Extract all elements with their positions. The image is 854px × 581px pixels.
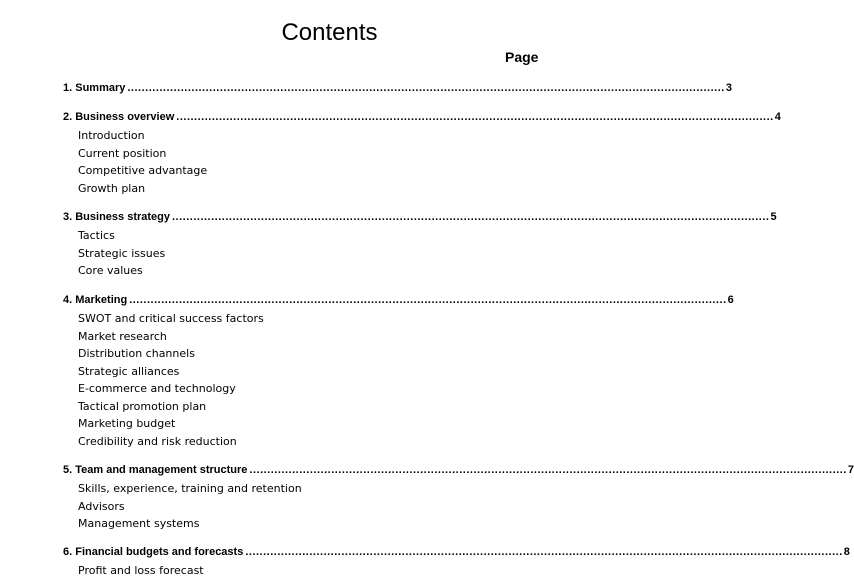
toc-subitem[interactable]: Management systems [78, 517, 200, 530]
dot-leader: ........................................................................................................................................................................ [127, 82, 725, 94]
toc-subitem[interactable]: Strategic issues [78, 246, 166, 260]
toc-subitem[interactable]: E-commerce and technology [78, 382, 236, 395]
toc-page-number: 7 [847, 464, 854, 476]
toc-subitem[interactable]: Distribution channels [78, 347, 195, 360]
toc-subitem[interactable]: Competitive advantage [78, 164, 208, 177]
page-title: Contents [281, 19, 378, 46]
toc-heading-label: 2. Business overview [63, 111, 175, 123]
toc-section-team-management [63, 461, 854, 533]
toc-subitem[interactable]: Marketing budget [78, 417, 176, 430]
toc-subitem[interactable]: Tactics [78, 229, 115, 242]
toc-heading-label: 4. Marketing [63, 294, 128, 306]
toc-page-number: 6 [727, 294, 734, 306]
toc-subitem[interactable]: Strategic alliances [78, 364, 180, 378]
toc-subitem[interactable]: Introduction [78, 129, 145, 142]
toc-section-summary [63, 79, 732, 97]
dot-leader: ........................................................................................................................................................................ [176, 111, 774, 123]
toc-subitem[interactable]: Advisors [78, 499, 125, 513]
toc-heading-label: 1. Summary [63, 82, 126, 94]
toc-heading-label: 5. Team and management structure [63, 464, 248, 476]
toc-subitem[interactable]: Profit and loss forecast [78, 564, 204, 577]
toc-subitem[interactable]: SWOT and critical success factors [78, 312, 264, 325]
toc-heading-summary[interactable] [63, 79, 732, 97]
toc-section-marketing [63, 291, 734, 450]
toc-section-business-overview [63, 108, 781, 197]
toc-subitem[interactable]: Skills, experience, training and retention [78, 482, 302, 495]
dot-leader: ........................................................................................................................................................................ [172, 211, 770, 223]
toc-page-number: 5 [770, 211, 777, 223]
page-column-header: Page [505, 49, 539, 65]
toc-heading-business-strategy[interactable] [63, 208, 777, 226]
toc-subitem[interactable]: Market research [78, 329, 167, 343]
toc-subitem[interactable]: Tactical promotion plan [78, 399, 207, 413]
dot-leader: ........................................................................................................................................................................ [245, 546, 843, 558]
toc-section-financial [63, 543, 850, 580]
toc-subitem[interactable]: Growth plan [78, 181, 146, 195]
toc-subitem[interactable]: Current position [78, 146, 167, 160]
toc-subitem[interactable]: Core values [78, 264, 143, 277]
toc-heading-business-overview[interactable] [63, 108, 781, 126]
toc-page-number: 3 [725, 82, 732, 94]
dot-leader: ........................................................................................................................................................................ [129, 294, 727, 306]
toc-page-number: 4 [774, 111, 781, 123]
toc-heading-marketing[interactable] [63, 291, 734, 309]
toc-page-number: 8 [843, 546, 850, 558]
toc-heading-label: 6. Financial budgets and forecasts [63, 546, 244, 558]
toc-heading-label: 3. Business strategy [63, 211, 170, 223]
toc-heading-team-management[interactable] [63, 461, 854, 479]
toc-section-business-strategy [63, 208, 777, 280]
toc-heading-financial[interactable] [63, 543, 850, 561]
toc-subitem[interactable]: Credibility and risk reduction [78, 434, 237, 448]
dot-leader: ........................................................................................................................................................................ [249, 464, 847, 476]
